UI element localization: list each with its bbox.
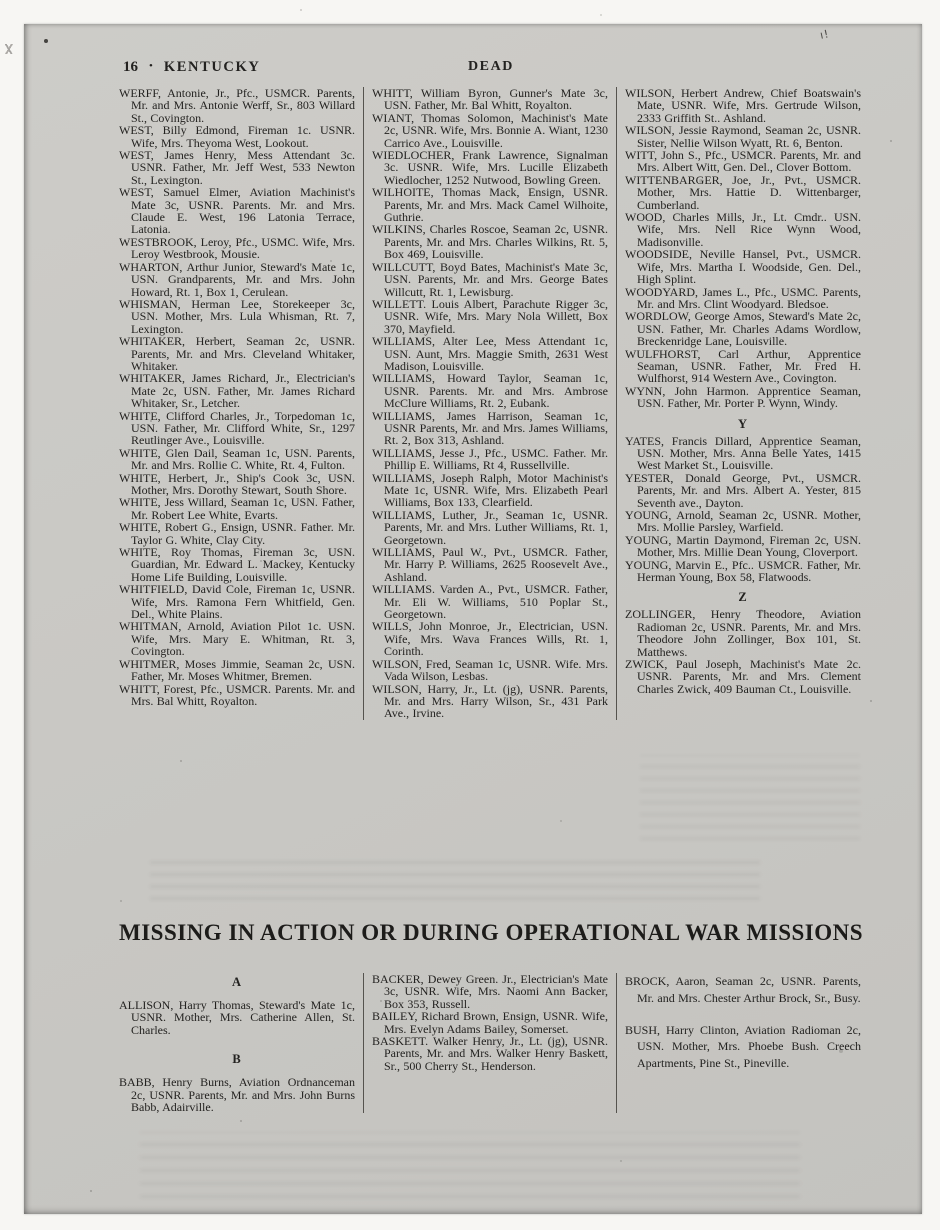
casualty-entry: WHITE, Clifford Charles, Jr., Torpedoman 1c, USN. Father, Mr. Clifford White, Sr., 1297 Reutlinger Ave., Louisville.	[119, 408, 355, 448]
casualty-entry: WHITE, Herbert, Jr., Ship's Cook 3c, USN. Mother, Mrs. Dorothy Stewart, South Shore.	[119, 470, 355, 497]
handwritten-pencil-mark: ı!	[818, 27, 831, 42]
casualty-entry: WOOD, Charles Mills, Jr., Lt. Cmdr.. USN. Wife, Mrs. Nell Rice Wynn Wood, Madisonville.	[625, 210, 861, 249]
casualty-entry: WILLETT. Louis Albert, Parachute Rigger 3c, USNR. Wife, Mrs. Mary Nola Willett, Box 370, Mayfield.	[372, 296, 608, 336]
state-heading: KENTUCKY	[163, 59, 261, 75]
casualty-entry: WILLIAMS. Varden A., Pvt., USMCR. Father, Mr. Eli W. Williams, 510 Poplar St., Georgetown.	[372, 582, 608, 622]
casualty-entry: YESTER, Donald George, Pvt., USMCR. Parents, Mr. and Mrs. Albert A. Yester, 815 Seventh ave., Dayton.	[625, 470, 861, 510]
casualty-entry: WILLIAMS, Jesse J., Pfc., USMC. Father. Mr. Phillip E. Williams, Rt 4, Russellville.	[372, 445, 608, 473]
casualty-entry: WIEDLOCHER, Frank Lawrence, Signalman 3c. USNR. Wife, Mrs. Lucille Elizabeth Wiedlocher, 1252 Nutwood, Bowling Green.	[372, 148, 608, 187]
casualty-entry: YOUNG, Martin Daymond, Fireman 2c, USN. Mother, Mrs. Millie Dean Young, Cloverport.	[625, 532, 861, 560]
mia-section-title	[119, 908, 863, 946]
casualty-entry: ZOLLINGER, Henry Theodore, Aviation Radioman 2c, USNR. Parents, Mr. and Mrs. Theodore John Zollinger, Box 101, St. Matthews.	[625, 607, 861, 659]
casualty-entry: WILKINS, Charles Roscoe, Seaman 2c, USNR. Parents, Mr. and Mrs. Charles Wilkins, Rt. 5, Box 469, Louisville.	[372, 222, 608, 262]
casualty-entry: WITT, John S., Pfc., USMCR. Parents, Mr. and Mrs. Albert Witt, Gen. Del., Clover Bottom.	[625, 148, 861, 175]
casualty-entry: WHITMAN, Arnold, Aviation Pilot 1c. USN. Wife, Mrs. Mary E. Whitman, Rt. 3, Covington.	[119, 619, 355, 659]
casualty-entry: WHISMAN, Herman Lee, Storekeeper 3c, USN. Mother, Mrs. Lula Whisman, Rt. 7, Lexington.	[119, 296, 355, 336]
section-title-dead: DEAD	[467, 59, 515, 74]
casualty-entry: WHARTON, Arthur Junior, Steward's Mate 1c, USN. Grandparents, Mr. and Mrs. John Howard, Rt. 1, Box 1, Cerulean.	[119, 259, 355, 299]
casualty-entry: BROCK, Aaron, Seaman 2c, USNR. Parents, Mr. and Mrs. Chester Arthur Brock, Sr., Busy.	[625, 974, 861, 1005]
casualty-entry: BASKETT. Walker Henry, Jr., Lt. (jg), USNR. Parents, Mr. and Mrs. Walker Henry Baskett, Sr., 500 Cherry St., Henderson.	[372, 1034, 608, 1073]
casualty-entry: WEST, James Henry, Mess Attendant 3c. USNR. Father, Mr. Jeff West, 533 Newton St., Lexington.	[119, 148, 355, 187]
casualty-entry: WITTENBARGER, Joe, Jr., Pvt., USMCR. Mother, Mrs. Hattie D. Wittenbarger, Cumberland.	[625, 172, 861, 212]
casualty-entry: WHITMER, Moses Jimmie, Seaman 2c, USN. Father, Mr. Moses Whitmer, Bremen.	[119, 656, 355, 684]
casualty-entry: WESTBROOK, Leroy, Pfc., USMC. Wife, Mrs. Leroy Westbrook, Mousie.	[119, 234, 355, 262]
casualty-entry: WHITE, Robert G., Ensign, USNR. Father. Mr. Taylor G. White, Clay City.	[119, 520, 355, 547]
mia-columns	[119, 973, 863, 1113]
mia-column-1	[119, 973, 355, 1113]
casualty-entry: WHITAKER, James Richard, Jr., Electrician's Mate 2c, USN. Father, Mr. James Richard Whitaker, Sr., Letcher.	[119, 371, 355, 411]
letter-heading: B	[232, 1052, 242, 1067]
casualty-entry: WORDLOW, George Amos, Steward's Mate 2c, USN. Father, Mr. Charles Adams Wordlow, Breckenridge Lane, Louisville.	[625, 309, 861, 349]
casualty-entry: WULFHORST, Carl Arthur, Apprentice Seaman, USNR. Father, Mr. Fred H. Wulfhorst, 914 Western Ave., Covington.	[625, 346, 861, 386]
casualty-entry: WHITT, Forest, Pfc., USMCR. Parents. Mr. and Mrs. Bal Whitt, Royalton.	[119, 681, 355, 708]
paper-speckles	[0, 0, 2, 2]
casualty-entry: BAILEY, Richard Brown, Ensign, USNR. Wife, Mrs. Evelyn Adams Bailey, Somerset.	[372, 1009, 608, 1036]
dead-columns	[119, 87, 863, 720]
casualty-entry: WERFF, Antonie, Jr., Pfc., USMCR. Parents, Mr. and Mrs. Antonie Werff, Sr., 803 Willard St., Covington.	[119, 86, 355, 125]
casualty-entry: WILSON, Harry, Jr., Lt. (jg), USNR. Parents, Mr. and Mrs. Harry Wilson, Sr., 431 Park Ave., Irvine.	[372, 681, 608, 721]
casualty-entry: WILLIAMS, Howard Taylor, Seaman 1c, USNR. Parents. Mr. and Mrs. Ambrose McClure Williams, Rt. 2, Eubank.	[372, 371, 608, 411]
casualty-entry: WIANT, Thomas Solomon, Machinist's Mate 2c, USNR. Wife, Mrs. Bonnie A. Wiant, 1230 Carrico Ave., Louisville.	[372, 110, 608, 150]
casualty-entry: BABB, Henry Burns, Aviation Ordnanceman 2c, USNR. Parents, Mr. and Mrs. John Burns Babb, Adairville.	[119, 1075, 355, 1115]
casualty-entry: WYNN, John Harmon. Apprentice Seaman, USN. Father, Mr. Porter P. Wynn, Windy.	[625, 383, 861, 411]
casualty-entry: WILLIAMS, Luther, Jr., Seaman 1c, USNR. Parents, Mr. and Mrs. Luther Williams, Rt. 1, Georgetown.	[372, 507, 608, 547]
casualty-entry: WOODYARD, James L., Pfc., USMC. Parents, Mr. and Mrs. Clint Woodyard. Bledsoe.	[625, 284, 861, 311]
casualty-entry: WILLCUTT, Boyd Bates, Machinist's Mate 3c, USN. Parents, Mr. and Mrs. George Bates Willcutt, Rt. 1, Lewisburg.	[372, 259, 608, 299]
casualty-entry: WHITE, Roy Thomas, Fireman 3c, USN. Guardian, Mr. Edward L. Mackey, Kentucky Home Life Building, Louisville.	[119, 545, 355, 584]
casualty-entry: BACKER, Dewey Green. Jr., Electrician's Mate 3c, USNR. Wife, Mrs. Naomi Ann Backer, Box 353, Russell.	[372, 972, 608, 1011]
mia-column-3	[616, 973, 861, 1113]
dead-column-3	[616, 87, 861, 720]
dead-column-1	[119, 87, 355, 720]
bullet-icon: •	[149, 60, 153, 72]
casualty-entry: WOODSIDE, Neville Hansel, Pvt., USMCR. Wife, Mrs. Martha I. Woodside, Gen. Del., High Splint.	[625, 247, 861, 287]
mia-section-title-text: MISSING IN ACTION OR DURING OPERATIONAL WAR MISSIONS	[119, 920, 864, 945]
casualty-entry: WILSON, Herbert Andrew, Chief Boatswain's Mate, USNR. Wife, Mrs. Gertrude Wilson, 2333 Griffith St.. Ashland.	[625, 86, 861, 125]
missing-in-action-section	[119, 908, 863, 1113]
casualty-entry: WEST, Samuel Elmer, Aviation Machinist's Mate 3c, USNR. Parents. Mr. and Mrs. Claude E. West, 196 Latonia Terrace, Latonia.	[119, 185, 355, 237]
casualty-entry: WILLS, John Monroe, Jr., Electrician, USN. Wife, Mrs. Wava Frances Wills, Rt. 1, Corinth.	[372, 619, 608, 659]
letter-heading: A	[231, 975, 243, 989]
casualty-entry: ALLISON, Harry Thomas, Steward's Mate 1c, USNR. Mother, Mrs. Catherine Allen, St. Charles.	[119, 998, 355, 1037]
dead-column-2	[363, 87, 608, 720]
page-number: 16	[123, 59, 138, 75]
casualty-entry: WEST, Billy Edmond, Fireman 1c. USNR. Wife, Mrs. Theyoma West, Lookout.	[119, 123, 355, 150]
letter-heading: Y	[737, 416, 749, 431]
casualty-entry: WILLIAMS, Alter Lee, Mess Attendant 1c, USN. Aunt, Mrs. Maggie Smith, 2631 West Madison, Louisville.	[372, 334, 608, 373]
casualty-entry: WILLIAMS, James Harrison, Seaman 1c, USNR Parents, Mr. and Mrs. James Williams, Rt. 2, Box 313, Ashland.	[372, 408, 608, 448]
casualty-entry: ZWICK, Paul Joseph, Machinist's Mate 2c. USNR. Parents, Mr. and Mrs. Clement Charles Zwick, 409 Bauman Ct., Louisville.	[625, 657, 861, 696]
casualty-entry: WHITAKER, Herbert, Seaman 2c, USNR. Parents, Mr. and Mrs. Cleveland Whitaker, Whitaker.	[119, 334, 355, 373]
margin-scribble	[5, 44, 13, 54]
casualty-entry: WILSON, Fred, Seaman 1c, USNR. Wife. Mrs. Vada Wilson, Lesbas.	[372, 656, 608, 684]
casualty-entry: WHITT, William Byron, Gunner's Mate 3c, USN. Father, Mr. Bal Whitt, Royalton.	[372, 86, 608, 113]
casualty-entry: WILSON, Jessie Raymond, Seaman 2c, USNR. Sister, Nellie Wilson Wyatt, Rt. 6, Benton.	[625, 123, 861, 150]
dead-section	[119, 58, 863, 720]
casualty-entry: WHITFIELD, David Cole, Fireman 1c, USNR. Wife, Mrs. Ramona Fern Whitfield, Gen. Del., White Plains.	[119, 582, 355, 622]
casualty-entry: WILHOITE, Thomas Mack, Ensign, USNR. Parents, Mr. and Mrs. Mack Camel Wilhoite, Guthrie.	[372, 185, 608, 225]
casualty-entry: YOUNG, Marvin E., Pfc.. USMCR. Father, Mr. Herman Young, Box 58, Flatwoods.	[625, 557, 861, 585]
casualty-entry: BUSH, Harry Clinton, Aviation Radioman 2c, USN. Mother, Mrs. Phoebe Bush. Creech Apartments, Pine St., Pineville.	[625, 1022, 861, 1071]
letter-heading: Z	[738, 590, 748, 605]
casualty-entry: WILLIAMS, Joseph Ralph, Motor Machinist's Mate 1c, USNR. Wife, Mrs. Elizabeth Pearl Williams, Box 133, Clearfield.	[372, 470, 608, 510]
casualty-entry: YOUNG, Arnold, Seaman 2c, USNR. Mother, Mrs. Mollie Parsley, Warfield.	[625, 508, 861, 535]
casualty-entry: WILLIAMS, Paul W., Pvt., USMCR. Father, Mr. Harry P. Williams, 2625 Roosevelt Ave., Ashland.	[372, 545, 608, 584]
casualty-entry: WHITE, Jess Willard, Seaman 1c, USN. Father, Mr. Robert Lee White, Evarts.	[119, 495, 355, 522]
casualty-entry: YATES, Francis Dillard, Apprentice Seaman, USN. Mother, Mrs. Anna Belle Yates, 1415 West Market St., Louisville.	[625, 433, 861, 473]
casualty-entry: WHITE, Glen Dail, Seaman 1c, USN. Parents, Mr. and Mrs. Rollie C. White, Rt. 4, Fulton.	[119, 445, 355, 473]
page-header	[119, 58, 863, 82]
mia-column-2	[363, 973, 608, 1113]
